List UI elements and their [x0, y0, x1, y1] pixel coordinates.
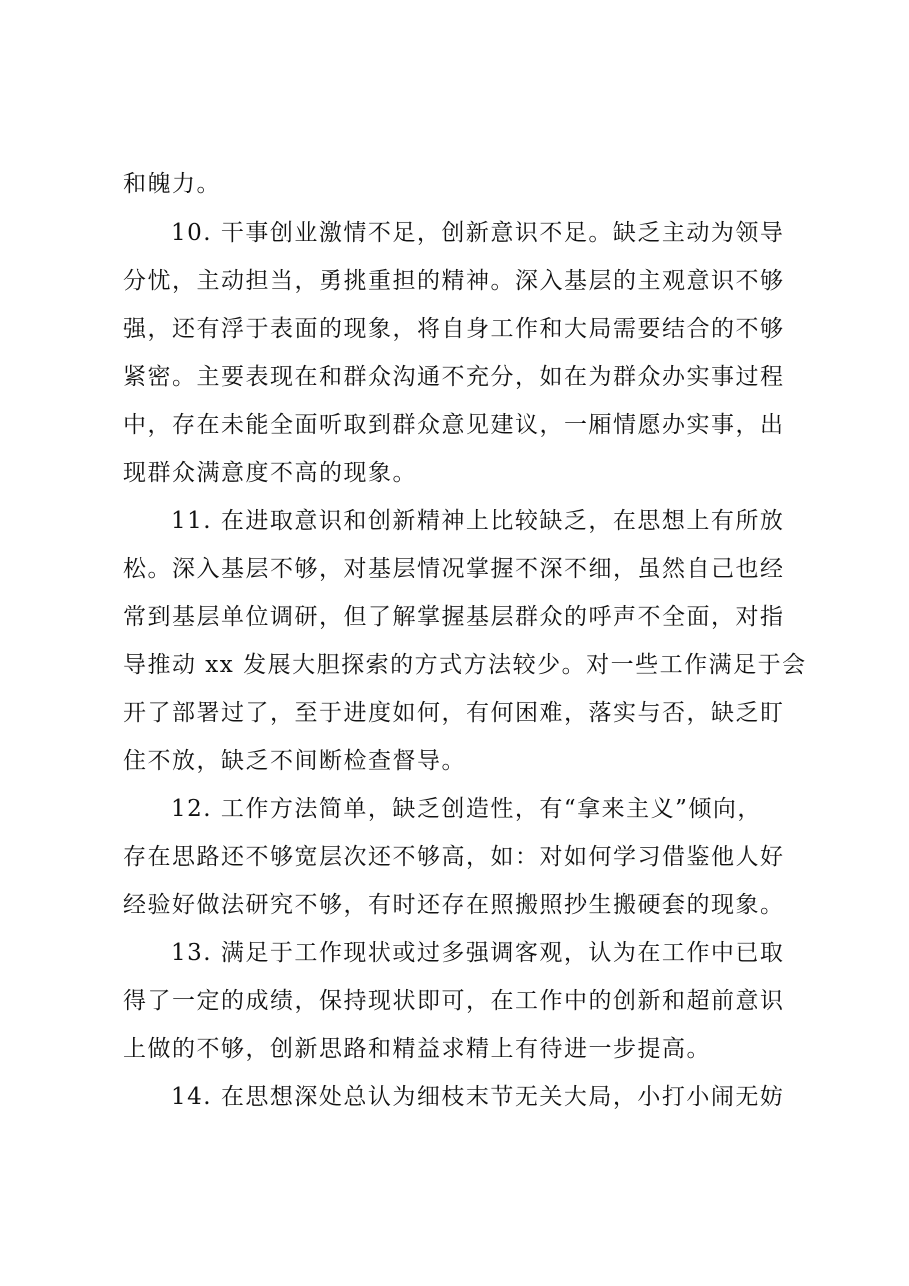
text-line: 上做的不够，创新思路和精益求精上有待进一步提高。 — [123, 1036, 711, 1062]
text-line: 分忧，主动担当，勇挑重担的精神。深入基层的主观意识不够 — [123, 268, 785, 294]
text-line: 存在思路还不够宽层次还不够高，如：对如何学习借鉴他人好 — [123, 844, 785, 870]
item-11-first-line: 11. 在进取意识和创新精神上比较缺乏，在思想上有所放 — [171, 508, 785, 534]
text-line: 和魄力。 — [123, 171, 221, 197]
text-line: 经验好做法研究不够，有时还存在照搬照抄生搬硬套的现象。 — [123, 892, 785, 918]
text-line: 常到基层单位调研，但了解掌握基层群众的呼声不全面，对指 — [123, 604, 785, 630]
text-line: 得了一定的成绩，保持现状即可，在工作中的创新和超前意识 — [123, 988, 785, 1014]
text-line: 紧密。主要表现在和群众沟通不充分，如在为群众办实事过程 — [123, 364, 785, 390]
text-line: 松。深入基层不够，对基层情况掌握不深不细，虽然自己也经 — [123, 556, 785, 582]
text-line: 导推动 xx 发展大胆探索的方式方法较少。对一些工作满足于会 — [123, 652, 807, 678]
item-12-first-line: 12. 工作方法简单，缺乏创造性，有“拿来主义”倾向， — [171, 796, 762, 822]
text-line: 现群众满意度不高的现象。 — [123, 460, 417, 486]
text-line: 住不放，缺乏不间断检查督导。 — [123, 748, 466, 774]
item-14-first-line: 14. 在思想深处总认为细枝末节无关大局，小打小闹无妨 — [171, 1084, 785, 1110]
item-10-first-line: 10. 干事创业激情不足，创新意识不足。缺乏主动为领导 — [171, 220, 785, 246]
item-13-first-line: 13. 满足于工作现状或过多强调客观，认为在工作中已取 — [171, 940, 785, 966]
text-line: 强，还有浮于表面的现象，将自身工作和大局需要结合的不够 — [123, 316, 785, 342]
text-line: 中，存在未能全面听取到群众意见建议，一厢情愿办实事，出 — [123, 412, 785, 438]
text-line: 开了部署过了，至于进度如何，有何困难，落实与否，缺乏盯 — [123, 700, 785, 726]
